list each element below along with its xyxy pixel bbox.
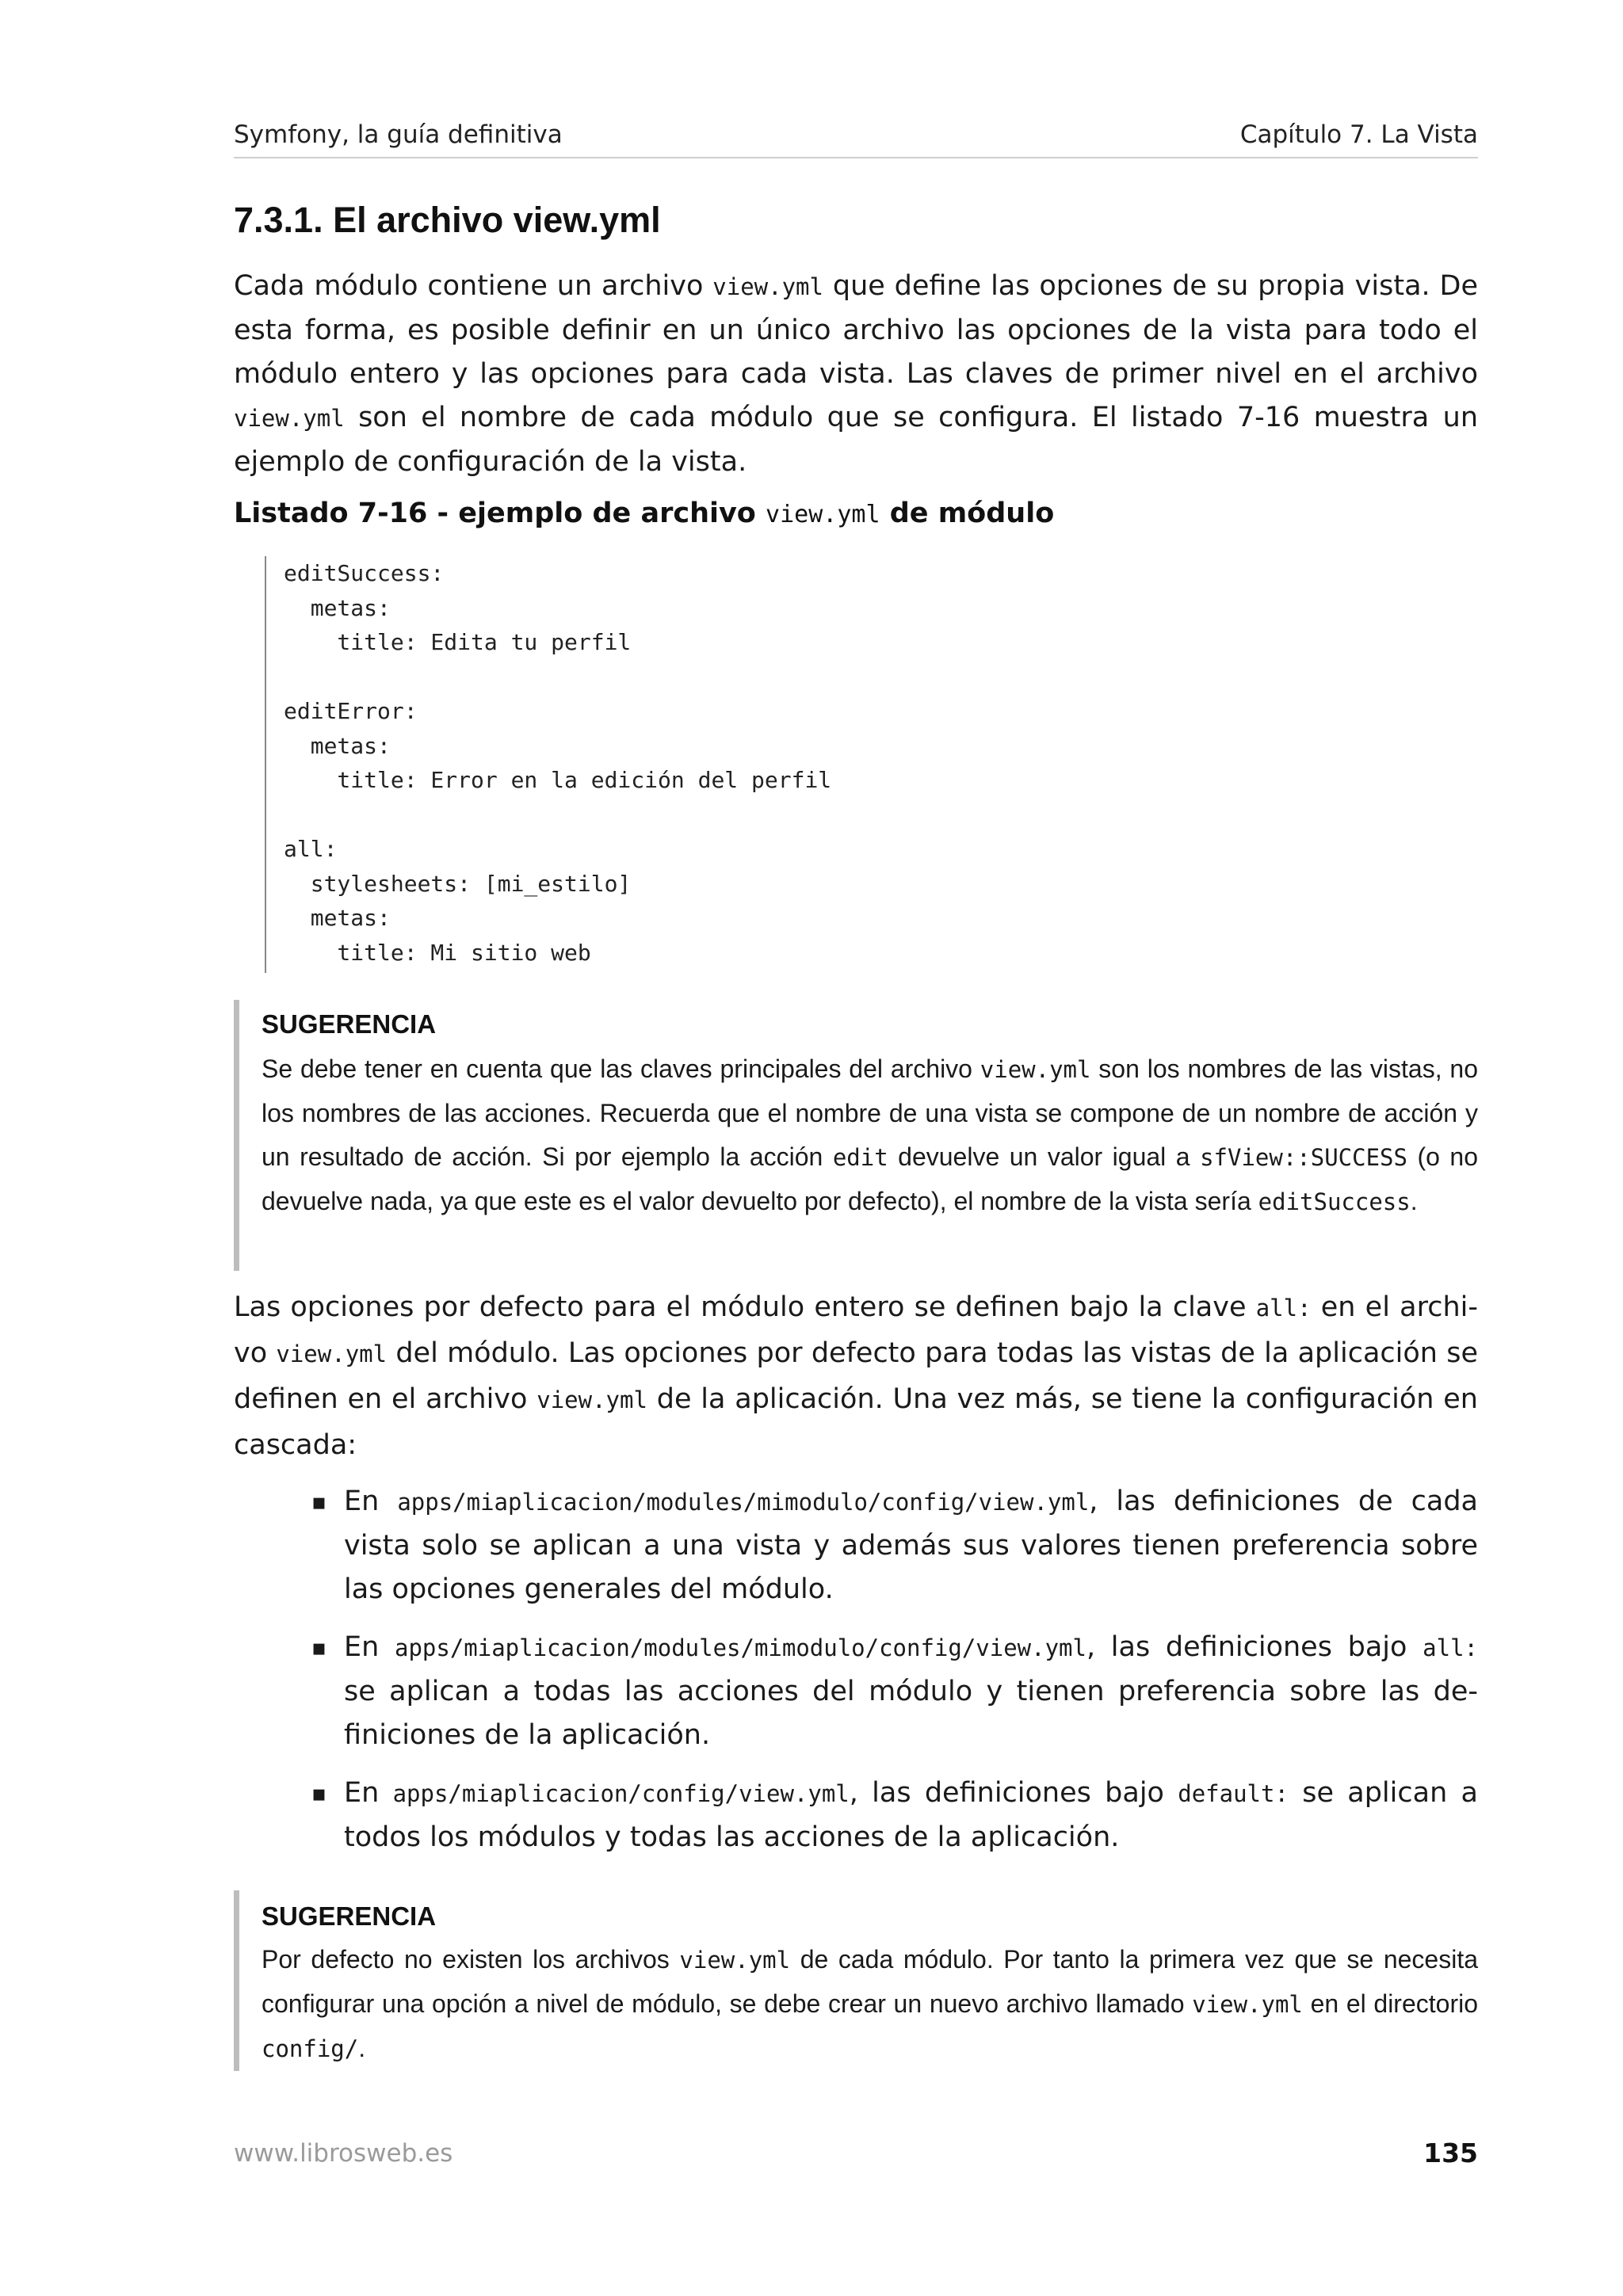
list-item [234, 1772, 1478, 1859]
item-code-1: apps/miaplicacion/config/view.yml [392, 1780, 850, 1807]
defaults-paragraph [234, 1285, 1478, 1468]
tip-code-1: view.yml [679, 1947, 791, 1974]
tip-code-3: config/ [262, 2035, 359, 2062]
tip-text-3: devuelve un valor igual a [888, 1142, 1201, 1171]
defaults-text-1: Las opciones por defecto para el módulo entero se definen bajo la clave [234, 1291, 1256, 1323]
tip-code-1: view.yml [980, 1056, 1091, 1083]
tip-text [262, 1047, 1478, 1224]
code-listing [265, 556, 1453, 973]
defaults-code-2: view.yml [276, 1341, 388, 1367]
caption-text-2: de módulo [880, 498, 1055, 529]
tip-code-2: view.yml [1192, 1991, 1303, 2018]
list-item [234, 1626, 1478, 1757]
footer-url: www.librosweb.es [234, 2139, 453, 2168]
tip-text-5: . [1410, 1187, 1418, 1215]
tip-box-2 [234, 1890, 1478, 2071]
book-title: Symfony, la guía definitiva [234, 120, 563, 149]
caption-code: view.yml [766, 501, 880, 528]
tip-text [262, 1938, 1478, 2071]
code-content: editSuccess: metas: title: Edita tu perfil editError: metas: title: Error en la edición del perfil all: stylesheets: [mi_estilo] metas: title: Mi sitio web [284, 560, 832, 966]
item-text-2: , las definiciones bajo [849, 1777, 1178, 1809]
item-text-3: se aplican a todos los módulos y todas las acciones de la aplicación. [344, 1777, 1478, 1853]
item-text-1: En [344, 1777, 393, 1809]
tip-text-3: en el directorio [1302, 1989, 1479, 2018]
item-text-1: En [344, 1631, 395, 1663]
defaults-code-1: all: [1255, 1295, 1312, 1322]
intro-text-3: son el nombre de cada módulo que se configura. El listado 7-16 muestra un ejemplo de configuración de la vista. [234, 402, 1478, 478]
running-header [234, 120, 1478, 158]
tip-text-1: Por defecto no existen los archivos [262, 1945, 680, 1974]
intro-text-1: Cada módulo contiene un archivo [234, 270, 713, 302]
caption-text-1: Listado 7-16 - ejemplo de archivo [234, 498, 766, 529]
item-code-2: default: [1178, 1780, 1289, 1807]
chapter-title: Capítulo 7. La Vista [1239, 120, 1478, 149]
listing-caption [234, 498, 1054, 529]
intro-code-1: view.yml [712, 273, 823, 300]
item-text-2: , las definiciones bajo [1086, 1631, 1423, 1663]
tip-text-4: . [358, 2034, 366, 2062]
defaults-text-2: en el archivo [234, 1291, 1478, 1369]
intro-paragraph [234, 265, 1478, 484]
bullet-icon: ▪ [311, 1489, 327, 1515]
tip-code-3: sfView::SUCCESS [1200, 1144, 1407, 1171]
defaults-text-3: del módulo. Las opciones por defecto para todas las vistas de la aplicación se definen en el archivo [234, 1337, 1478, 1415]
item-text-1: En [344, 1486, 398, 1517]
tip-box-1 [234, 1000, 1478, 1271]
bullet-icon: ▪ [311, 1634, 327, 1661]
intro-code-2: view.yml [234, 405, 345, 432]
item-code-1: apps/miaplicacion/modules/mimodulo/config/view.yml [395, 1634, 1086, 1661]
list-item [234, 1480, 1478, 1611]
tip-title: SUGERENCIA [262, 1009, 437, 1039]
item-code-2: all: [1423, 1634, 1478, 1661]
item-text-3: se aplican a todas las acciones del módulo y tienen preferencia sobre las definiciones de la aplicación. [344, 1676, 1478, 1751]
cascade-list [234, 1480, 1478, 1874]
section-heading: 7.3.1. El archivo view.yml [234, 200, 661, 240]
defaults-code-3: view.yml [537, 1386, 647, 1413]
tip-text-4: (o no devuelve nada, ya que este es el valor devuelto por defecto), el nombre de la vista sería [262, 1142, 1479, 1215]
page-number: 135 [1423, 2138, 1478, 2168]
item-text-2: , las definiciones de cada vista solo se aplican a una vista y además sus valores tienen preferencia sobre las opciones generales del módulo. [344, 1486, 1478, 1605]
tip-code-2: edit [832, 1144, 888, 1171]
defaults-text-4: de la aplicación. Una vez más, se tiene la configuración en cascada: [234, 1383, 1478, 1461]
intro-text-2: que define las opciones de su propia vista. De esta forma, es posible definir en un único archivo las opciones de la vista para todo el módulo entero y las opciones para cada vista. Las claves de primer nivel en el archivo [234, 270, 1479, 390]
item-code-1: apps/miaplicacion/modules/mimodulo/config/view.yml [397, 1489, 1090, 1516]
tip-text-2: son los nombres de las vistas, no los nombres de las acciones. Recuerda que el nombre de una vista se compone de un nombre de acción y un resultado de acción. Si por ejemplo la acción [262, 1055, 1479, 1171]
bullet-icon: ▪ [311, 1780, 327, 1806]
tip-title: SUGERENCIA [262, 1901, 437, 1931]
tip-text-1: Se debe tener en cuenta que las claves principales del archivo [262, 1055, 980, 1083]
tip-code-4: editSuccess [1258, 1188, 1411, 1215]
tip-text-2: de cada módulo. Por tanto la primera vez que se necesita configurar una opción a nivel de módulo, se debe crear un nuevo archivo llamado [262, 1945, 1479, 2018]
